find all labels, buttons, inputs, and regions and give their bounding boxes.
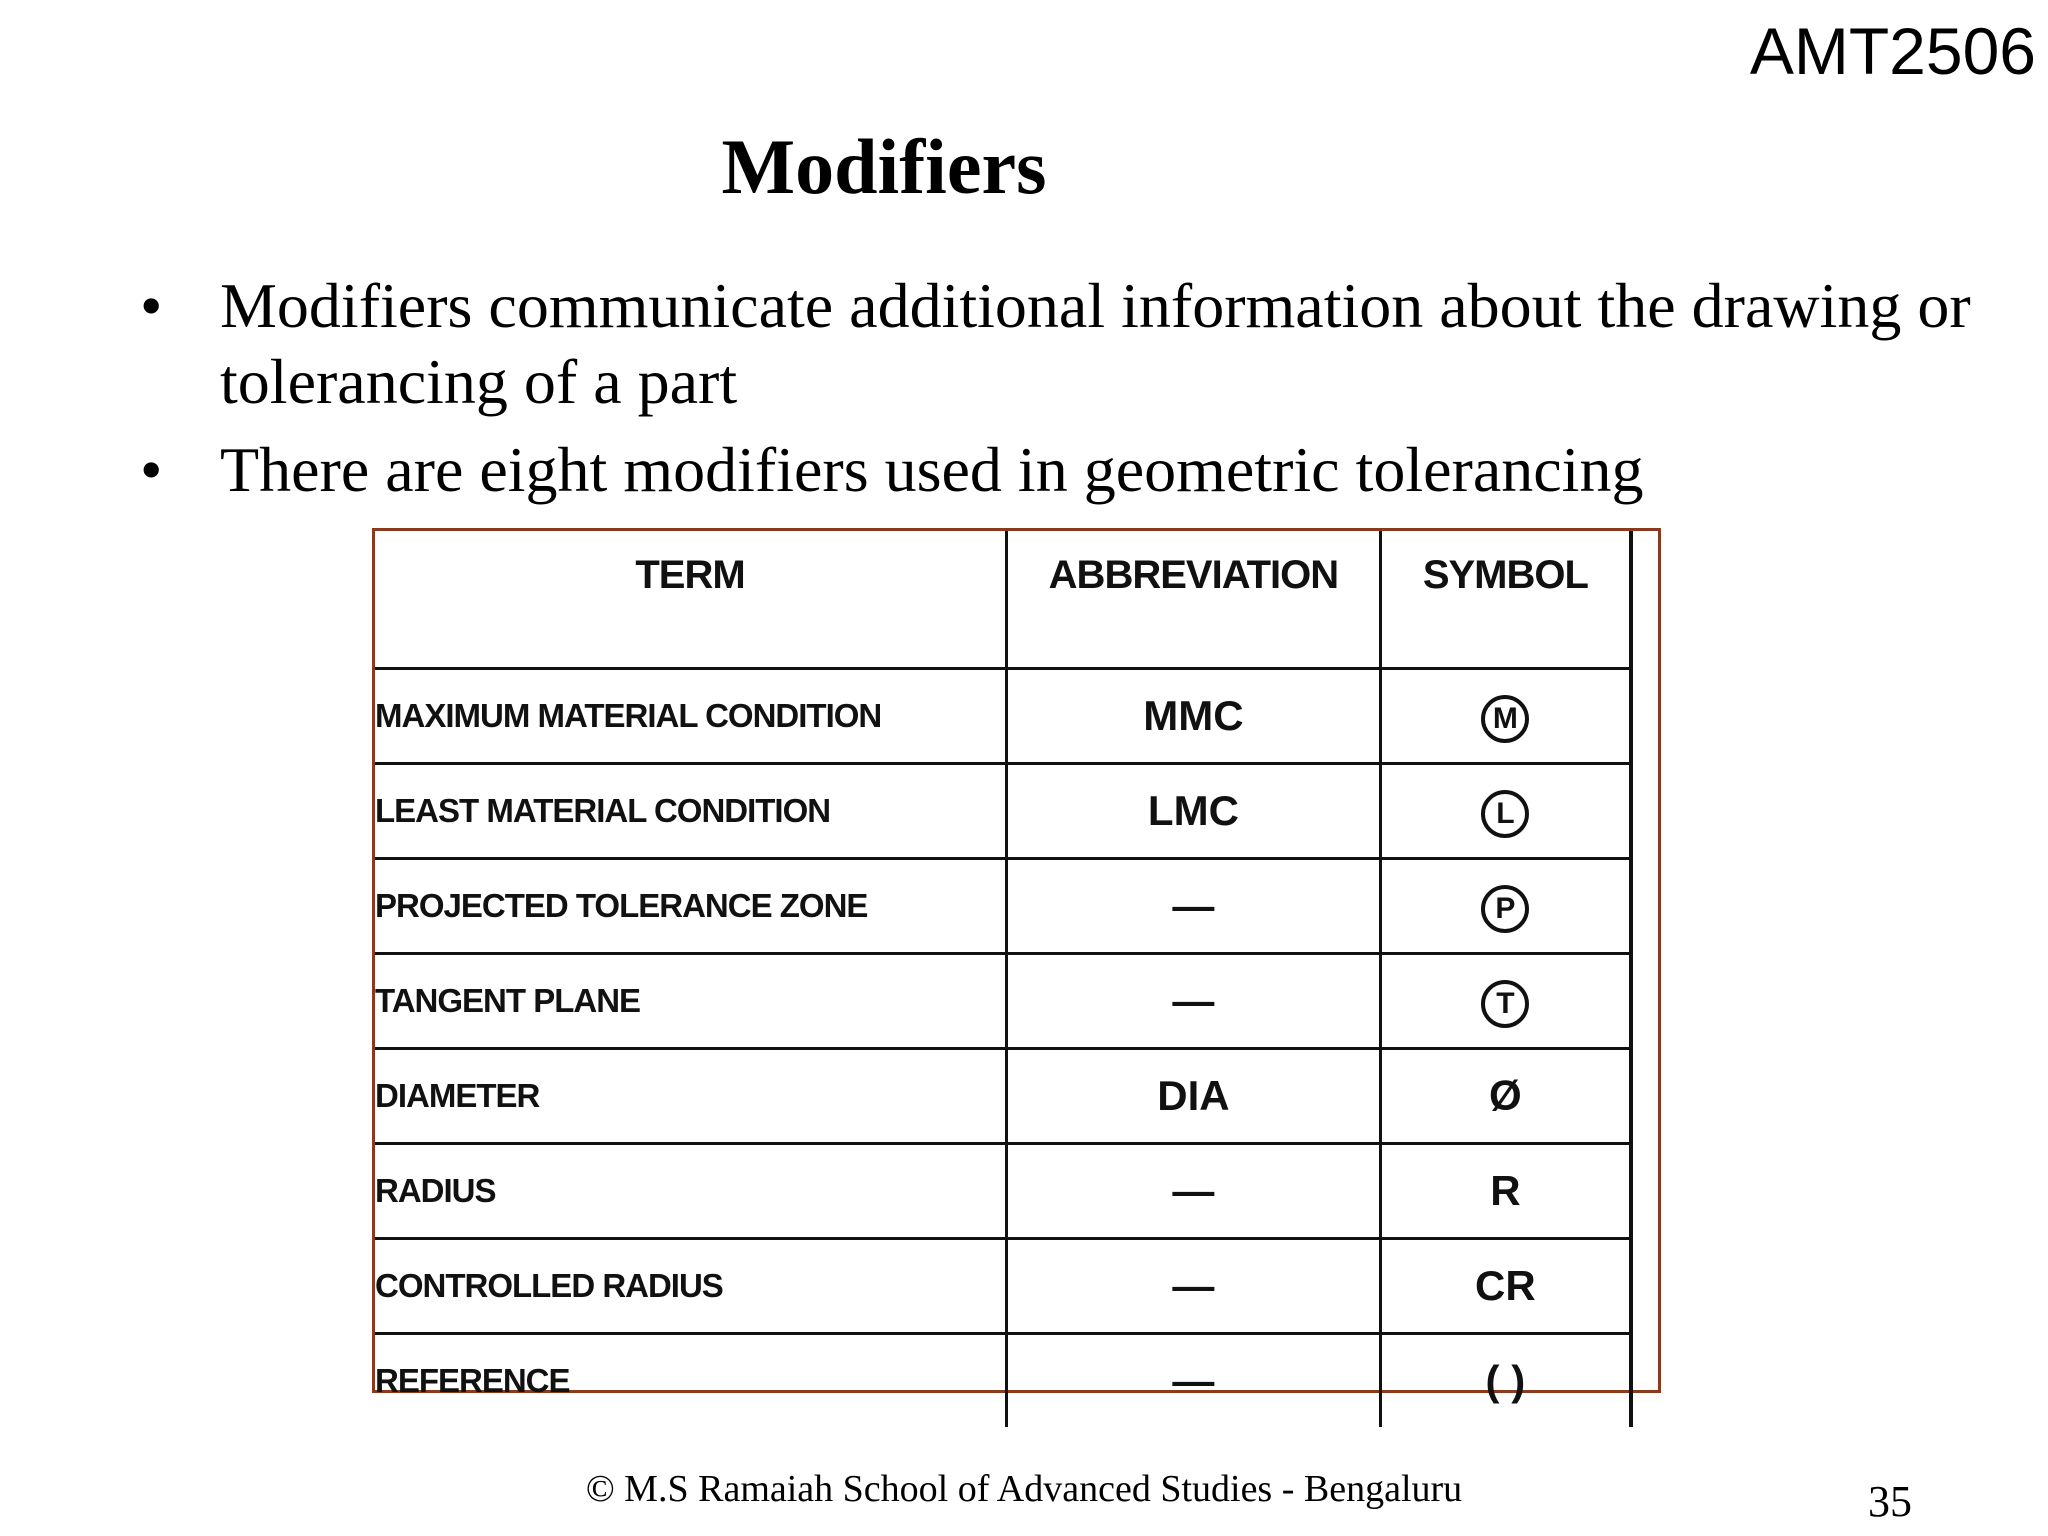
term-cell: MAXIMUM MATERIAL CONDITION	[375, 669, 1007, 764]
bullet-marker: •	[140, 434, 163, 505]
abbreviation-cell: —	[1007, 1144, 1381, 1239]
table-row	[375, 954, 1631, 1049]
bullet-text: There are eight modifiers used in geometric tolerancing	[220, 434, 1644, 505]
bullet-text: Modifiers communicate additional information about the drawing or tolerancing of a part	[220, 270, 1971, 417]
term-cell: DIAMETER	[375, 1049, 1007, 1144]
footer-copyright: © M.S Ramaiah School of Advanced Studies - Bengaluru	[585, 1468, 1463, 1510]
table-row	[375, 1049, 1631, 1144]
symbol-cell	[1380, 1239, 1631, 1334]
bullet-marker: •	[140, 270, 163, 341]
symbol-text: ( )	[1485, 1357, 1526, 1404]
term-cell: LEAST MATERIAL CONDITION	[375, 764, 1007, 859]
circled-symbol-icon: L	[1481, 790, 1529, 838]
abbreviation-cell: —	[1007, 1334, 1381, 1428]
symbol-cell	[1380, 859, 1631, 954]
symbol-text: R	[1490, 1167, 1521, 1214]
bullet-item	[140, 432, 2000, 508]
bullet-item	[140, 268, 2000, 420]
bullet-list	[140, 268, 2000, 520]
term-cell: PROJECTED TOLERANCE ZONE	[375, 859, 1007, 954]
slide-number: 35	[1868, 1477, 1912, 1526]
column-header-term: TERM	[375, 531, 1007, 669]
table-row	[375, 1239, 1631, 1334]
term-cell: CONTROLLED RADIUS	[375, 1239, 1007, 1334]
abbreviation-cell: —	[1007, 859, 1381, 954]
term-cell: REFERENCE	[375, 1334, 1007, 1428]
symbol-cell	[1380, 954, 1631, 1049]
table-body	[375, 669, 1631, 1428]
table-header-row	[375, 531, 1631, 669]
circled-symbol-icon: P	[1481, 885, 1529, 933]
modifiers-table-frame	[372, 528, 1661, 1404]
symbol-cell	[1380, 669, 1631, 764]
table-row	[375, 1144, 1631, 1239]
abbreviation-cell: LMC	[1007, 764, 1381, 859]
modifiers-table	[375, 531, 1633, 1427]
symbol-cell	[1380, 1334, 1631, 1428]
circled-symbol-icon: T	[1481, 980, 1529, 1028]
symbol-cell	[1380, 764, 1631, 859]
table-row	[375, 859, 1631, 954]
circled-symbol-icon: M	[1481, 695, 1529, 743]
term-cell: RADIUS	[375, 1144, 1007, 1239]
table-row	[375, 1334, 1631, 1428]
symbol-text: Ø	[1489, 1072, 1522, 1119]
abbreviation-cell: DIA	[1007, 1049, 1381, 1144]
table-row	[375, 669, 1631, 764]
term-cell: TANGENT PLANE	[375, 954, 1007, 1049]
course-code: AMT2506	[1749, 14, 2036, 88]
abbreviation-cell: MMC	[1007, 669, 1381, 764]
abbreviation-cell: —	[1007, 954, 1381, 1049]
abbreviation-cell: —	[1007, 1239, 1381, 1334]
symbol-cell	[1380, 1144, 1631, 1239]
table-row	[375, 764, 1631, 859]
column-header-abbreviation: ABBREVIATION	[1007, 531, 1381, 669]
symbol-text: CR	[1475, 1262, 1536, 1309]
slide-title: Modifiers	[721, 123, 1047, 210]
column-header-symbol: SYMBOL	[1380, 531, 1631, 669]
symbol-cell	[1380, 1049, 1631, 1144]
